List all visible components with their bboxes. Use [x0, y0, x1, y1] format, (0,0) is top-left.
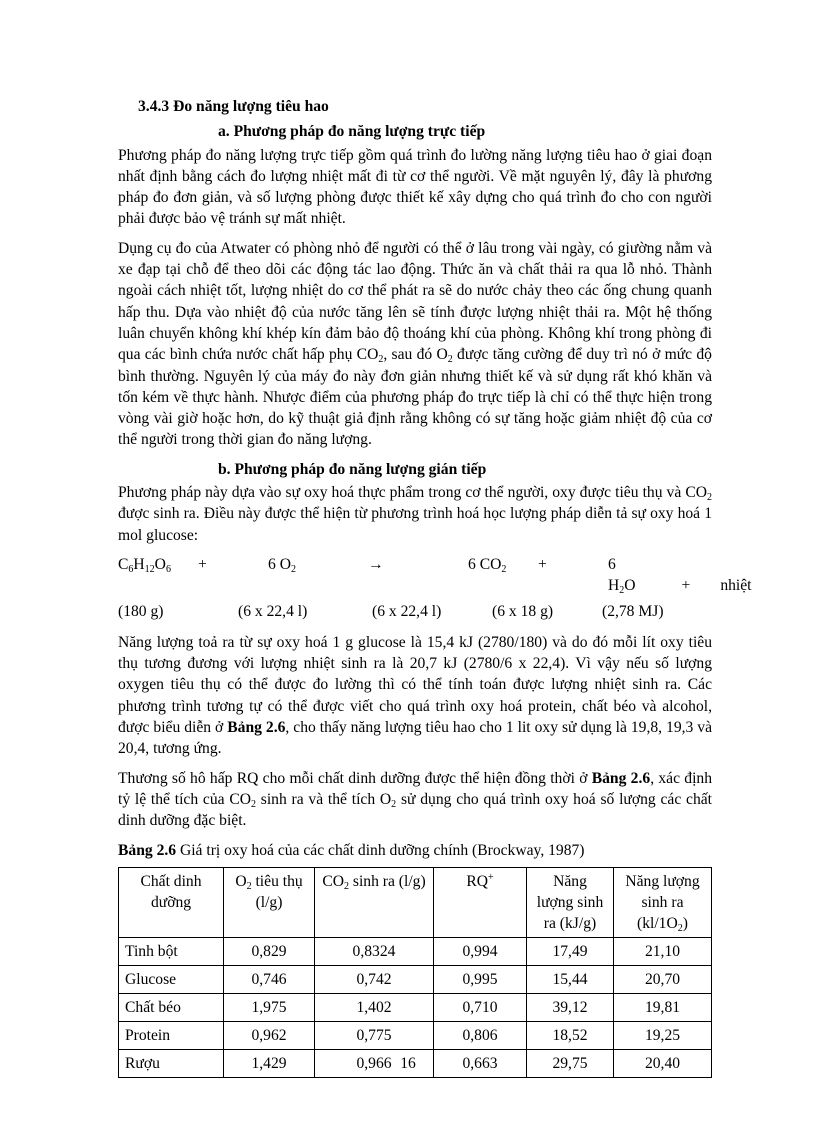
- header-rq: RQ+: [434, 867, 527, 937]
- table-row: Tinh bột 0,829 0,8324 0,994 17,49 21,10: [119, 937, 712, 965]
- table-row: Glucose 0,746 0,742 0,995 15,44 20,70: [119, 965, 712, 993]
- header-co2: $CO_2$ sinh ra (l/g): [315, 867, 434, 937]
- section-title: 3.4.3 Đo năng lượng tiêu hao: [138, 98, 329, 115]
- page-number: 16: [400, 1055, 416, 1072]
- water-term: 6 $H_2O$ + nhiệt: [608, 555, 752, 597]
- equation-amounts: [118, 601, 712, 622]
- header-energy-kj: Năng lượng sinh ra (kJ/g): [527, 867, 614, 937]
- plus-sign: +: [198, 555, 207, 573]
- paragraph-a2: Dụng cụ đo của Atwater có phòng nhỏ để người có thể ở lâu trong vài ngày, có giường nằm và xe đạp tại chỗ để theo dõi các động tác lao động. Thức ăn và chất thải ra qua lỗ nhỏ. Thành ngoài cách nhiệt tốt, lượng nhiệt do cơ thể phát ra sẽ do nước chảy theo các ống chung quanh hấp thu. Dựa vào nhiệt độ của nước tăng lên sẽ tính được lượng nhiệt thải ra. Một hệ thống luân chuyển không khí khép kín đảm bảo độ thoáng khí của phòng. Không khí trong phòng đi qua các bình chứa nước chất hấp phụ $CO_2$, sau đó $O_2$ được tăng cường để duy trì nó ở mức độ bình thường. Nguyên lý của máy đo này đơn giản nhưng thiết kế và sử dụng rất khó khăn và tốn kém về thực hành. Nhược điểm của phương pháp đo trực tiếp là chỉ có thể thực hiện trong vòng vài giờ hoặc hơn, do kỹ thuật giả định rằng không có sự tăng hoặc giảm nhiệt độ của cơ thể người trong thời gian đo năng lượng.: [118, 239, 712, 449]
- subsection-a-title: a. Phương pháp đo năng lượng trực tiếp: [218, 123, 486, 141]
- table-row: Chất béo 1,975 1,402 0,710 39,12 19,81: [119, 993, 712, 1021]
- amount-glucose: (180 g): [118, 602, 164, 620]
- nutrient-oxidation-table: [118, 867, 712, 1078]
- amount-oxygen: (6 x 22,4 l): [238, 602, 308, 620]
- amount-water: (6 x 18 g): [492, 602, 554, 620]
- paragraph-b2: Năng lượng toả ra từ sự oxy hoá 1 g glucose là 15,4 kJ (2780/180) và do đó mỗi lít oxy tiêu thụ tương đương với lượng nhiệt sinh ra là 20,7 kJ (2780/6 x 22,4). Vì vậy nếu số lượng oxygen tiêu thụ có thể được đo lường thì có thể tính toán được lượng nhiệt sinh ra. Các phương trình tương tự có thể được viết cho quá trình oxy hoá protein, chất béo và alcohol, được biểu diễn ở Bảng 2.6, cho thấy năng lượng tiêu hao cho 1 lit oxy sử dụng là 19,8, 19,3 và 20,4, tương ứng.: [118, 633, 713, 758]
- table-caption: Bảng 2.6 Giá trị oxy hoá của các chất dinh dưỡng chính (Brockway, 1987): [118, 841, 585, 859]
- reaction-arrow: →: [368, 555, 384, 573]
- paragraph-b1: Phương pháp này dựa vào sự oxy hoá thực phẩm trong cơ thể người, oxy được tiêu thụ và $CO_2$ được sinh ra. Điều này được thể hiện từ phương trình hoá học lượng pháp diễn tả sự oxy hoá 1 mol glucose:: [118, 484, 712, 544]
- co2-term: 6 $CO_2$: [468, 555, 507, 575]
- plus-sign: +: [538, 555, 547, 573]
- paragraph-b3: Thương số hô hấp RQ cho mỗi chất dinh dưỡng được thể hiện đồng thời ở Bảng 2.6, xác định tỷ lệ thể tích của $CO_2$ sinh ra và thể tích $O_2$ sử dụng cho quá trình oxy hoá số lượng các chất dinh dưỡng đặc biệt.: [118, 769, 713, 830]
- document-page: [118, 96, 752, 1078]
- table-header-row: [119, 867, 712, 937]
- subsection-b-title: b. Phương pháp đo năng lượng gián tiếp: [218, 460, 487, 478]
- table-row: Protein 0,962 0,775 0,806 18,52 19,25: [119, 1021, 712, 1049]
- paragraph-a1: Phương pháp đo năng lượng trực tiếp gồm quá trình đo lường năng lượng tiêu hao ở giai đoạn nhất định bằng cách đo lượng nhiệt mất đi từ cơ thể người. Về mặt nguyên lý, đây là phương pháp đo đơn giản, và số lượng phòng được thiết kế xây dựng cho quá trình đo cho con người phải được bảo vệ tránh sự mất nhiệt.: [118, 146, 712, 228]
- amount-co2: (6 x 22,4 l): [372, 602, 442, 620]
- oxygen-term: 6 $O_2$: [268, 555, 296, 575]
- header-energy-o2: Năng lượng sinh ra $(kl/1O_2)$: [614, 867, 712, 937]
- glucose-formula: $C_6H_{12}O_6$: [118, 555, 171, 575]
- header-nutrient: Chất dinh dưỡng: [119, 867, 224, 937]
- header-o2: $O_2$ tiêu thụ (l/g): [224, 867, 315, 937]
- amount-heat: (2,78 MJ): [602, 602, 664, 620]
- table-row: Rượu 1,429 0,966 0,663 29,75 20,40: [119, 1049, 712, 1077]
- chemical-equation: [118, 554, 752, 597]
